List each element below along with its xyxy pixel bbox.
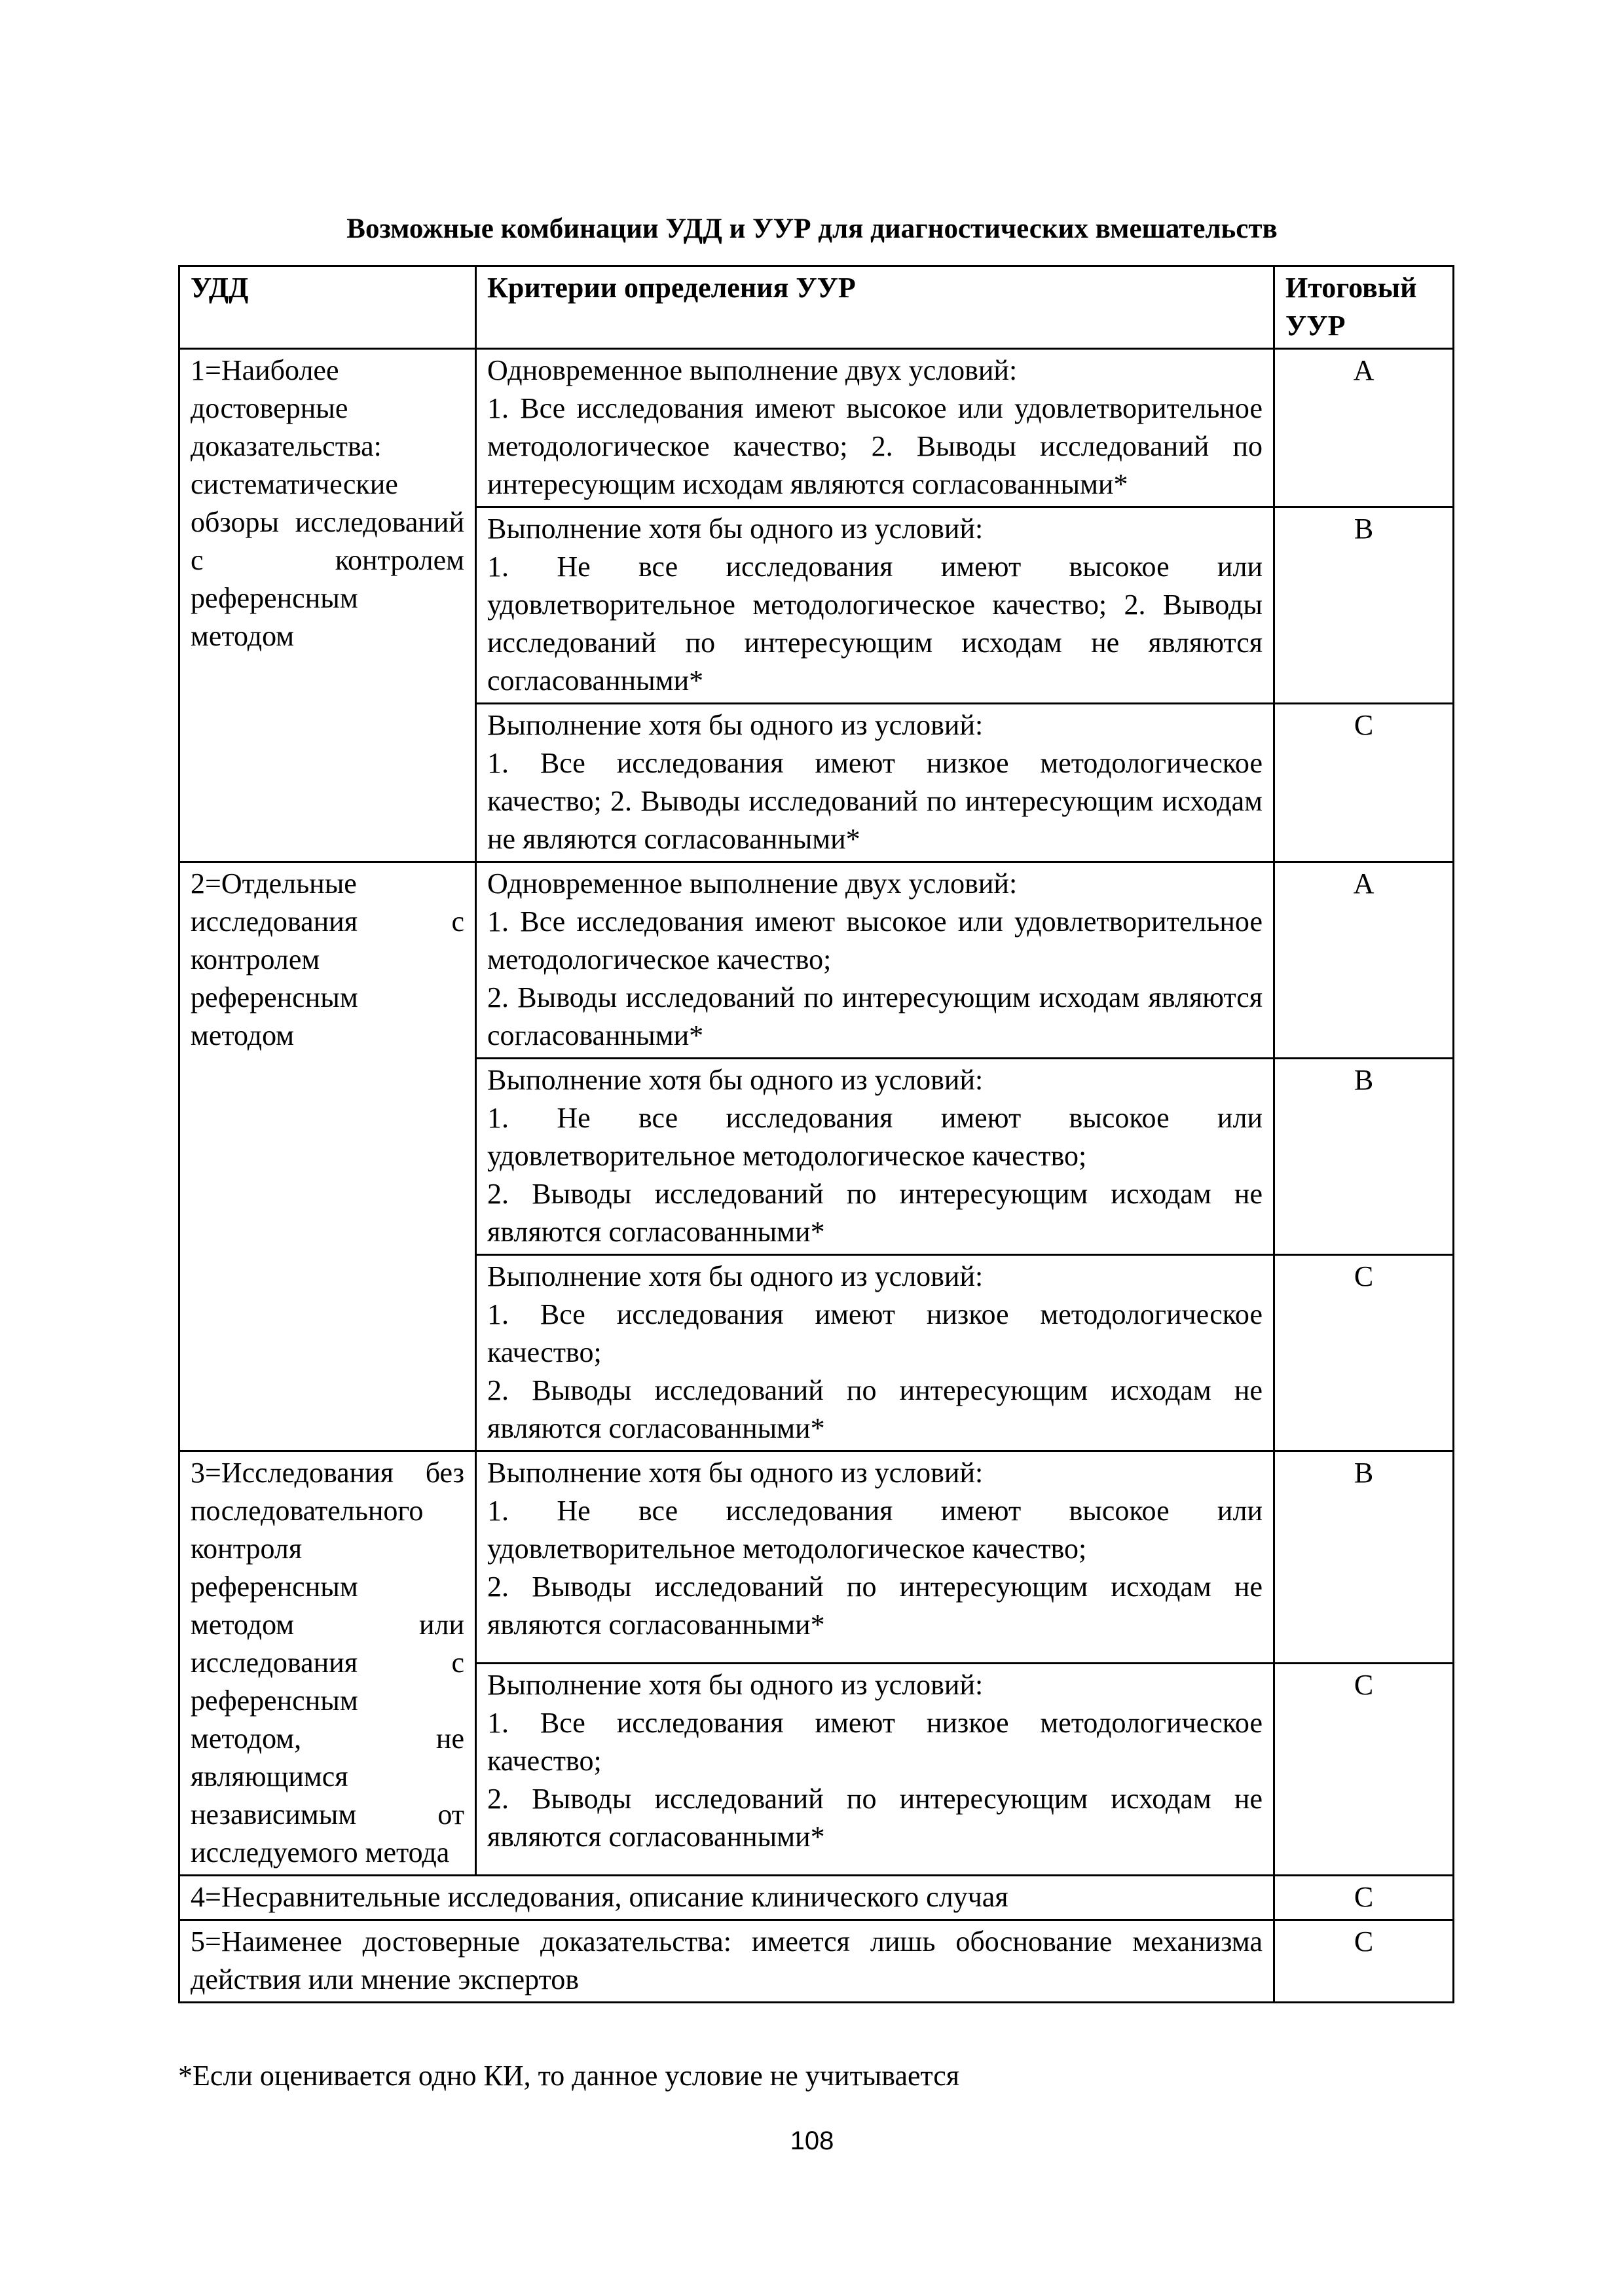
grade-cell: C xyxy=(1274,1255,1454,1451)
criteria-line: 2. Выводы исследований по интересующим исходам являются согласованными* xyxy=(487,981,1263,1051)
criteria-line: 1. Не все исследования имеют высокое или удовлетворительное методологическое качество; xyxy=(487,1102,1263,1172)
criteria-line: 1. Все исследования имеют высокое или удовлетворительное методологическое качество; xyxy=(487,905,1263,975)
criteria-cell xyxy=(476,1664,1274,1876)
criteria-text: 1. Все исследования имеют высокое или удовлетворительное методологическое качество; 2. Выводы исследований по интересующим исходам являются согласованными* xyxy=(487,392,1263,500)
udd-level-4: 4=Несравнительные исследования, описание клинического случая xyxy=(179,1876,1274,1920)
criteria-lead: Выполнение хотя бы одного из условий: xyxy=(487,709,984,741)
criteria-cell xyxy=(476,507,1274,704)
criteria-line: 1. Все исследования имеют низкое методологическое качество; xyxy=(487,1298,1263,1368)
udd-uur-table xyxy=(178,265,1454,2003)
grade-cell: C xyxy=(1274,1664,1454,1876)
criteria-line: 2. Выводы исследований по интересующим исходам не являются согласованными* xyxy=(487,1571,1263,1641)
criteria-lead: Выполнение хотя бы одного из условий: xyxy=(487,513,984,545)
grade-cell: A xyxy=(1274,862,1454,1059)
criteria-lead: Одновременное выполнение двух условий: xyxy=(487,867,1018,900)
criteria-line: 2. Выводы исследований по интересующим исходам не являются согласованными* xyxy=(487,1178,1263,1248)
criteria-lead: Выполнение хотя бы одного из условий: xyxy=(487,1457,984,1489)
udd-level-1: 1=Наиболее достоверные доказательства: систематические обзоры исследований с контролем референсным методом xyxy=(179,349,476,862)
criteria-line: 2. Выводы исследований по интересующим исходам не являются согласованными* xyxy=(487,1783,1263,1853)
grade-cell: C xyxy=(1274,1920,1454,2003)
header-criteria: Критерии определения УУР xyxy=(476,266,1274,349)
grade-cell: B xyxy=(1274,1451,1454,1664)
grade-cell: B xyxy=(1274,507,1454,704)
grade-cell: B xyxy=(1274,1059,1454,1255)
table-row xyxy=(179,1876,1454,1920)
udd-level-5: 5=Наименее достоверные доказательства: имеется лишь обоснование механизма действия или мнение экспертов xyxy=(179,1920,1274,2003)
header-grade: Итоговый УУР xyxy=(1274,266,1454,349)
table-row xyxy=(179,1920,1454,2003)
header-udd: УДД xyxy=(179,266,476,349)
criteria-lead: Выполнение хотя бы одного из условий: xyxy=(487,1669,984,1701)
criteria-cell xyxy=(476,862,1274,1059)
table-row xyxy=(179,1451,1454,1664)
criteria-cell xyxy=(476,349,1274,507)
footnote: *Если оценивается одно КИ, то данное условие не учитывается xyxy=(178,2060,960,2092)
page-title: Возможные комбинации УДД и УУР для диагностических вмешательств xyxy=(346,213,1278,244)
page-number: 108 xyxy=(790,2126,834,2155)
criteria-lead: Одновременное выполнение двух условий: xyxy=(487,354,1018,386)
criteria-cell xyxy=(476,1451,1274,1664)
table-row xyxy=(179,349,1454,507)
criteria-cell xyxy=(476,704,1274,862)
udd-level-3: 3=Исследования без последовательного контроля референсным методом или исследования с референсным методом, не являющимся независимым от исследуемого метода xyxy=(179,1451,476,1876)
criteria-line: 1. Все исследования имеют низкое методологическое качество; xyxy=(487,1707,1263,1777)
criteria-cell xyxy=(476,1255,1274,1451)
grade-cell: A xyxy=(1274,349,1454,507)
criteria-lead: Выполнение хотя бы одного из условий: xyxy=(487,1260,984,1292)
table-row xyxy=(179,862,1454,1059)
criteria-line: 2. Выводы исследований по интересующим исходам не являются согласованными* xyxy=(487,1374,1263,1444)
criteria-text: 1. Не все исследования имеют высокое или удовлетворительное методологическое качество; 2. Выводы исследований по интересующим исходам не являются согласованными* xyxy=(487,551,1263,697)
grade-cell: C xyxy=(1274,704,1454,862)
criteria-cell xyxy=(476,1059,1274,1255)
criteria-line: 1. Не все исследования имеют высокое или удовлетворительное методологическое качество; xyxy=(487,1495,1263,1565)
criteria-text: 1. Все исследования имеют низкое методологическое качество; 2. Выводы исследований по интересующим исходам не являются согласованными* xyxy=(487,747,1263,855)
table-header-row xyxy=(179,266,1454,349)
grade-cell: C xyxy=(1274,1876,1454,1920)
udd-level-2: 2=Отдельные исследования с контролем референсным методом xyxy=(179,862,476,1451)
criteria-lead: Выполнение хотя бы одного из условий: xyxy=(487,1064,984,1096)
